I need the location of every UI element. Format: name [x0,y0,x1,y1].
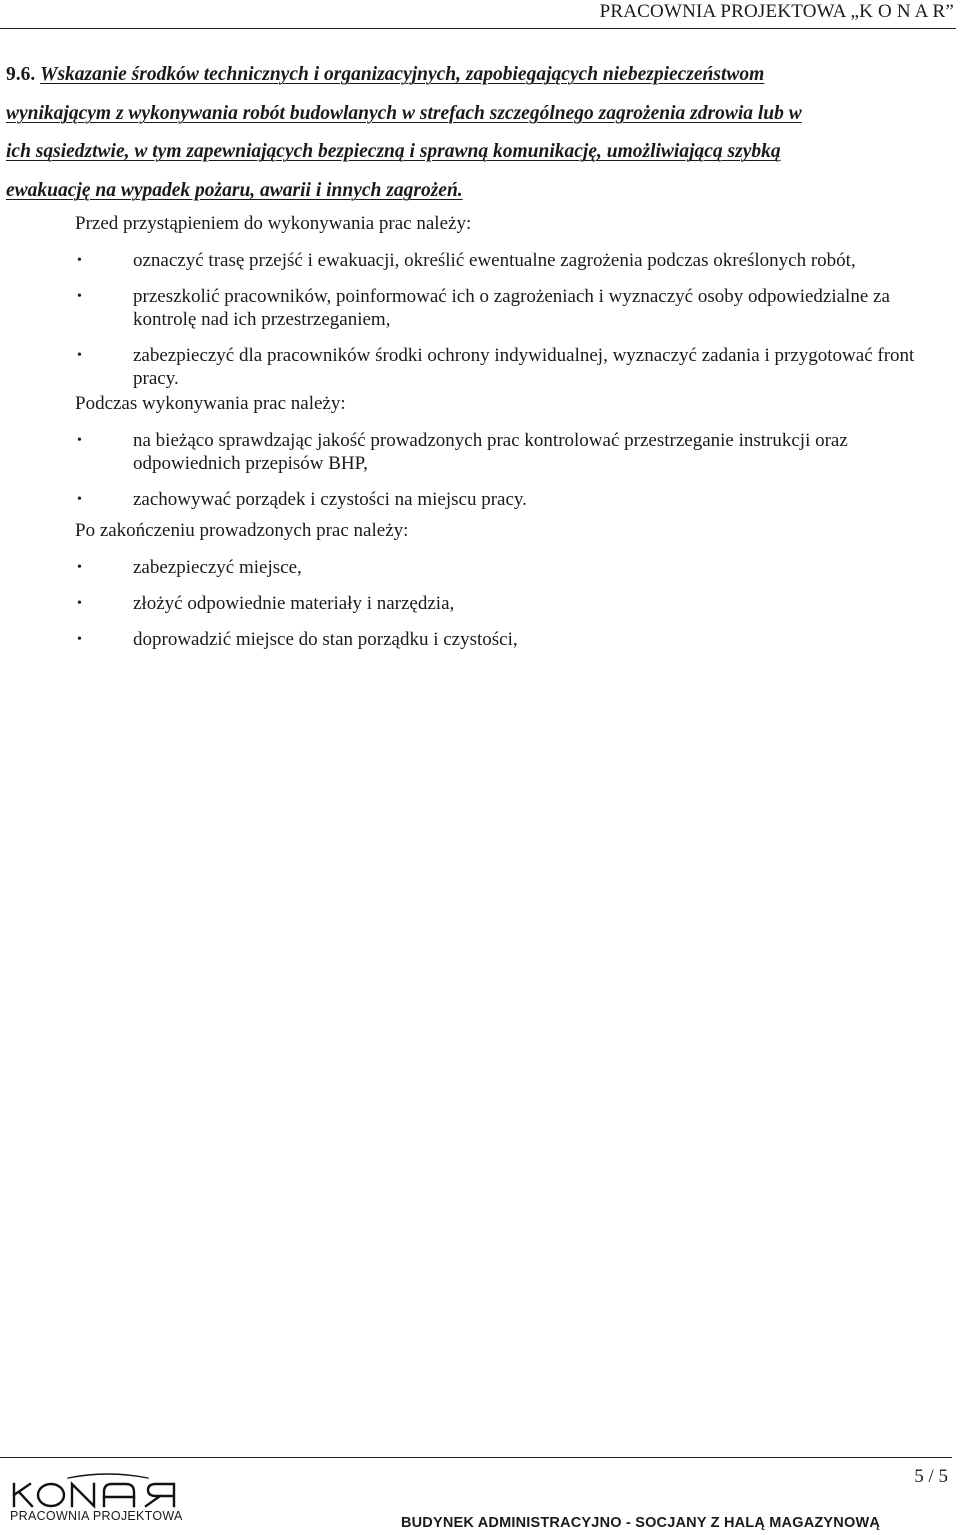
heading-line-1-text: Wskazanie środków technicznych i organizacyjnych, zapobiegających niebezpieczeństwom [40,64,765,85]
page-number: 5 / 5 [914,1466,948,1487]
heading-line-1 [6,56,958,95]
bullet-icon: • [77,289,82,304]
section-number: 9.6. [6,64,36,85]
heading-line-3: ich sąsiedztwie, w tym zapewniających bezpieczną i sprawną komunikację, umożliwiającą szybką [6,141,781,163]
footer-divider [0,1457,952,1458]
bullet-icon: • [77,560,82,575]
list-item [75,285,955,331]
bullet-list-during-work [75,429,955,511]
list-item [75,592,955,615]
list-item [75,249,955,272]
list-item [75,556,955,579]
footer-building-name: BUDYNEK ADMINISTRACYJNO - SOCJANY Z HALĄ MAGAZYNOWĄ [400,1515,880,1531]
bullet-icon: • [77,632,82,647]
group-intro-after-work: Po zakończeniu prowadzonych prac należy: [75,520,409,541]
header-divider [0,28,956,29]
bullet-icon: • [77,348,82,363]
bullet-icon: • [77,596,82,611]
list-item [75,488,955,511]
list-item-text: doprowadzić miejsce do stan porządku i czystości, [133,629,518,650]
heading-line-2: wynikającym z wykonywania robót budowlanych w strefach szczególnego zagrożenia zdrowia lub w [6,102,802,124]
list-item-text: oznaczyć trasę przejść i ewakuacji, określić ewentualne zagrożenia podczas określonych robót, [133,250,856,271]
bullet-icon: • [77,433,82,448]
bullet-list-before-work [75,249,955,390]
bullet-icon: • [77,253,82,268]
list-item-text: na bieżąco sprawdzając jakość prowadzonych prac kontrolować przestrzeganie instrukcji oraz odpowiednich przepisów BHP, [133,430,848,474]
list-item [75,344,955,390]
list-item [75,628,955,651]
list-item [75,429,955,475]
bullet-list-after-work [75,556,955,651]
list-item-text: złożyć odpowiednie materiały i narzędzia, [133,593,455,614]
section-heading [6,56,958,211]
heading-line-4: ewakuację na wypadek pożaru, awarii i innych zagrożeń. [6,180,463,202]
list-item-text: zabezpieczyć miejsce, [133,557,302,578]
bullet-icon: • [77,492,82,507]
list-item-text: przeszkolić pracowników, poinformować ich o zagrożeniach i wyznaczyć osoby odpowiedzialne za kontrolę nad ich przestrzeganiem, [133,286,890,330]
document-body [75,212,955,664]
group-intro-during-work: Podczas wykonywania prac należy: [75,393,346,414]
list-item-text: zachowywać porządek i czystości na miejscu pracy. [133,489,527,510]
header-company-name: PRACOWNIA PROJEKTOWA „K O N A R” [599,1,954,22]
logo-caption: PRACOWNIA PROJEKTOWA [10,1509,183,1523]
group-intro-before-work: Przed przystąpieniem do wykonywania prac należy: [75,213,472,234]
list-item-text: zabezpieczyć dla pracowników środki ochrony indywidualnej, wyznaczyć zadania i przygotować front pracy. [133,345,915,389]
